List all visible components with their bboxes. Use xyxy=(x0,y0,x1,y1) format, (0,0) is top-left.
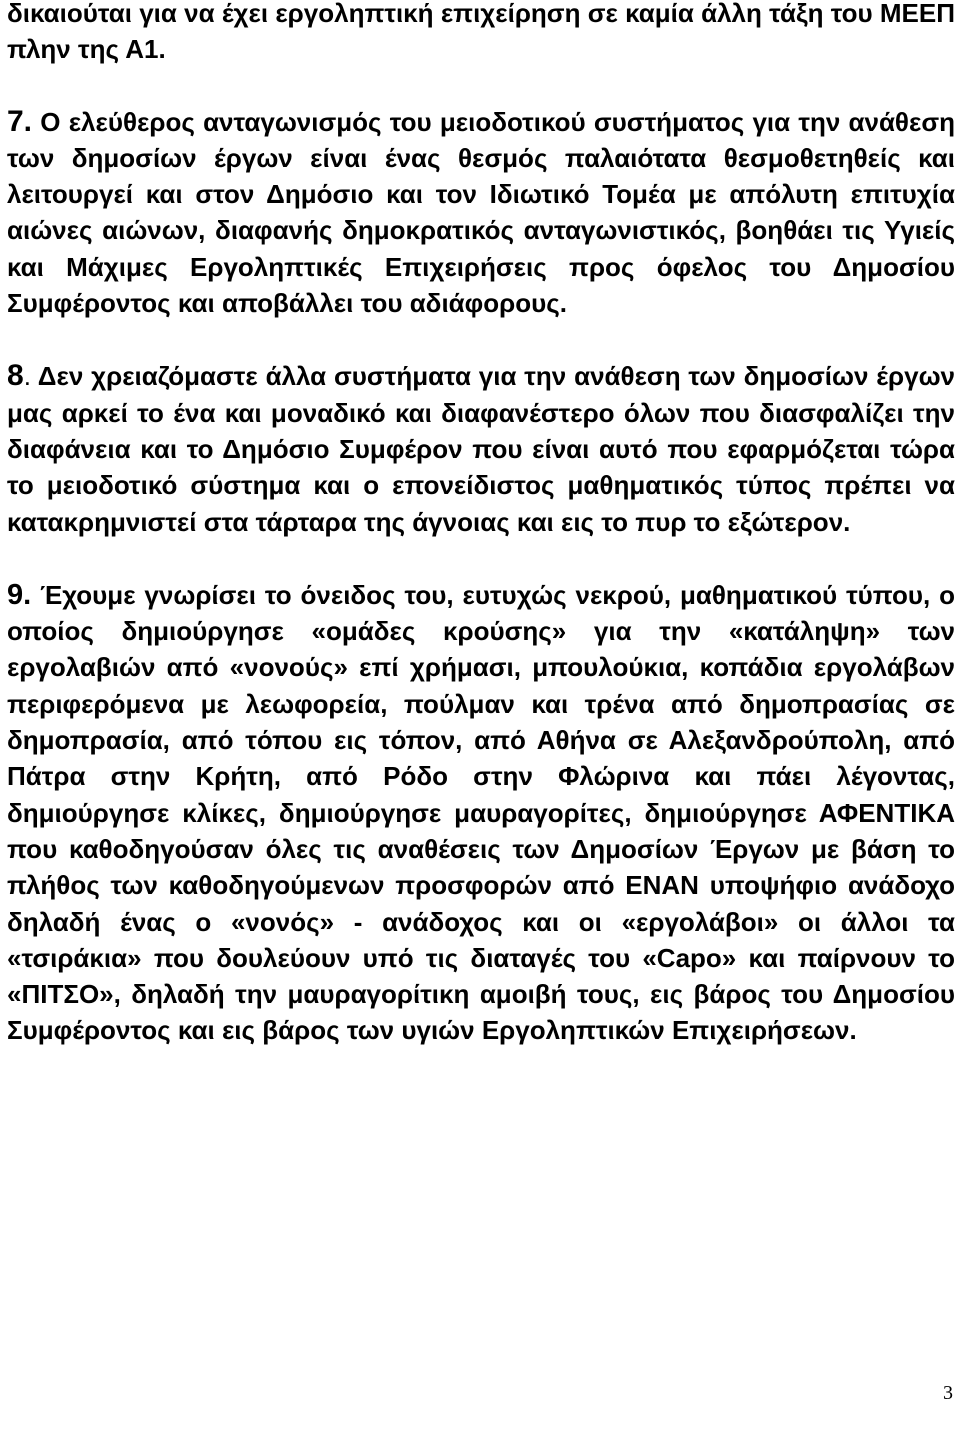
section-7 xyxy=(7,104,955,322)
section-9 xyxy=(7,577,955,1049)
section-8-dot: . xyxy=(23,361,31,392)
section-7-text: Ο ελεύθερος ανταγωνισμός του μειοδοτικού συστήματος για την ανάθεση των δημοσίων έργων είναι ένας θεσμός παλαιότατα θεσμοθετηθείς και λειτουργεί και στον Δημόσιο και τον Ιδιωτικό Τομέα με απόλυτη επιτυχία αιώνες αιώνων, διαφανής δημοκρατικός ανταγωνιστικός, βοηθάει τις Υγιείς και Μάχιμες Εργοληπτικές Επιχειρήσεις προς όφελος του Δημοσίου Συμφέροντος και αποβάλλει του αδιάφορους. xyxy=(7,106,955,319)
section-7-number: 7. xyxy=(7,104,33,138)
section-9-number: 9. xyxy=(7,578,32,611)
section-9-text: Έχουμε γνωρίσει το όνειδος του, ευτυχώς νεκρού, μαθηματικού τύπου, ο οποίος δημιούργησε «ομάδες κρούσης» για την «κατάληψη» των εργολαβιών από «νονούς» επί χρήμασι, μπουλούκια, κοπάδια εργολάβων περιφερόμενα με λεωφορεία, πούλμαν και τρένα από δημοπρασίας σε δημοπρασία, από τόπου εις τόπον, από Αθήνα σε Αλεξανδρούπολη, από Πάτρα στην Κρήτη, από Ρόδο στην Φλώρινα και πάει λέγοντας, δημιούργησε κλίκες, δημιούργησε μαυραγορίτες, δημιούργησε ΑΦΕΝΤΙΚΑ που καθοδηγούσαν όλες τις αναθέσεις των Δημοσίων Έργων με βάση το πλήθος των καθοδηγούμενων προσφορών από ΕΝΑΝ υποψήφιο ανάδοχο δηλαδή ένας ο «νονός» - ανάδοχος και οι «εργολάβοι» οι άλλοι τα «τσιράκια» που δουλεύουν υπό τις διαταγές του «Capo» και παίρνουν το «ΠΙΤΣΟ», δηλαδή την μαυραγορίτικη αμοιβή τους, εις βάρος του Δημοσίου Συμφέροντος και εις βάρος των υγιών Εργοληπτικών Επιχειρήσεων. xyxy=(7,579,955,1046)
section-8 xyxy=(7,358,955,539)
section-8-text: Δεν χρειαζόμαστε άλλα συστήματα για την ανάθεση των δημοσίων έργων μας αρκεί το ένα και μοναδικό και διαφανέστερο όλων που διασφαλίζει την διαφάνεια και το Δημόσιο Συμφέρον που είναι αυτό που εφαρμόζεται τώρα το μειοδοτικό σύστημα και ο επονείδιστος μαθηματικός τύπος πρέπει να κατακρημνιστεί στα τάρταρα της άγνοιας και εις το πυρ το εξώτερον. xyxy=(7,361,955,537)
page-number: 3 xyxy=(943,1382,953,1404)
intro-fragment: δικαιούται για να έχει εργοληπτική επιχείρηση σε καμία άλλη τάξη του ΜΕΕΠ πλην της Α1. xyxy=(7,0,955,65)
document-page xyxy=(7,0,955,1049)
section-8-number: 8 xyxy=(7,359,24,393)
